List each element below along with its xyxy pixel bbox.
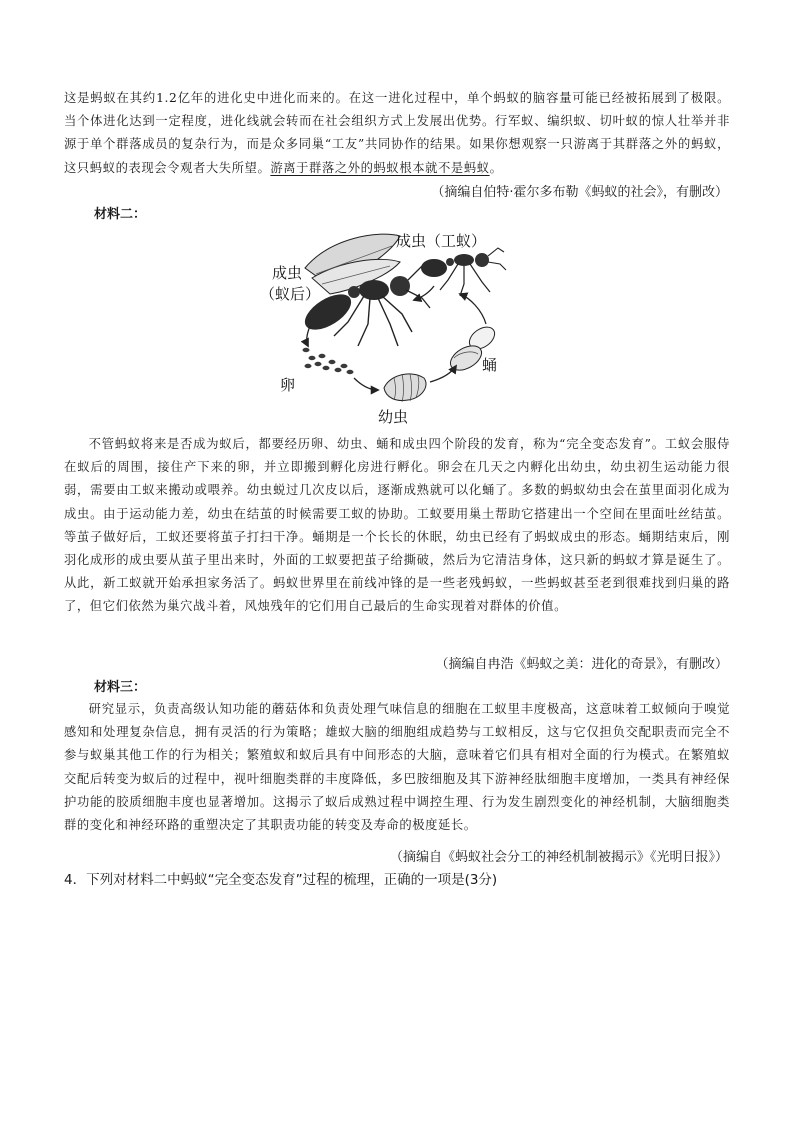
arrow-pupa-to-worker <box>460 294 486 324</box>
material-three-heading: 材料三： <box>94 680 147 695</box>
material-two-source: （摘编自冉浩《蚂蚁之美：进化的奇景》，有删改） <box>435 657 728 672</box>
label-larva: 幼虫 <box>378 408 409 426</box>
ant-life-cycle-figure <box>250 226 540 432</box>
question-4-stem: 4．下列对材料二中蚂蚁“完全变态发育”过程的梳理，正确的一项是(3分) <box>64 872 498 888</box>
ant-life-cycle-illustration <box>250 226 540 432</box>
material-three-source: （摘编自《蚂蚁社会分工的神经机制被揭示》《光明日报》） <box>389 850 728 865</box>
material-two-paragraph: 不管蚂蚁将来是否成为蚁后，都要经历卵、幼虫、蛹和成虫四个阶段的发育，称为“完全变态发育”。工蚁会服侍在蚁后的周围，接住产下来的卵，并立即搬到孵化房进行孵化。卵会在几天之内孵化出幼虫，幼虫初生运动能力很弱，需要由工蚁来搬动或喂养。幼虫蜕过几次皮以后，逐渐成熟就可以化蛹了。多数的蚂蚁幼虫会在茧里面羽化成为成虫。由于运动能力差，幼虫在结茧的时候需要工蚁的协助。工蚁要用巢土帮助它搭建出一个空间在里面吐丝结茧。等茧子做好后，工蚁还要将茧子打扫干净。蛹期是一个长长的休眠，幼虫已经有了蚂蚁成虫的形态。蛹期结束后，刚羽化成形的成虫要从茧子里出来时，外面的工蚁要把茧子给撕破，然后为它清洁身体，这只新的蚂蚁才算是诞生了。从此，新工蚁就开始承担家务活了。蚂蚁世界里在前线冲锋的是一些老残蚂蚁，一些蚂蚁甚至老到很难找到归巢的路了，但它们依然为巢穴战斗着，风烛残年的它们用自己最后的生命实现着对群体的价值。 <box>64 437 730 614</box>
label-adult-worker: 成虫（工蚁） <box>396 232 487 250</box>
arrow-egg-to-larva <box>354 378 378 390</box>
material-one-paragraph <box>64 87 730 180</box>
material-one-text: 这是蚂蚁在其约1.2亿年的进化史中进化而来的。在这一进化过程中，单个蚂蚁的脑容量可能已经被拓展到了极限。当个体进化达到一定程度，进化线就会转而在社会组织方式上发展出优势。行军蚁、编织蚁、切叶蚁的惊人壮举并非源于单个群落成员的复杂行为，而是众多同巢“工友”共同协作的结果。如果你想观察一只游离于其群落之外的蚂蚁，这只蚂蚁的表现会令观者大失所望。 <box>64 91 730 175</box>
material-one-source: （摘编自伯特·霍尔多布勒《蚂蚁的社会》，有删改） <box>431 185 728 200</box>
larva-drawing <box>384 374 426 402</box>
material-one-text-end: 。 <box>489 160 503 175</box>
material-one-underlined-sentence: 游离于群落之外的蚂蚁根本就不是蚂蚁 <box>270 160 490 175</box>
worker-ant-drawing <box>421 248 506 296</box>
label-adult-queen-line2: （蚁后） <box>260 285 321 303</box>
label-pupa: 蛹 <box>482 356 498 374</box>
eggs-drawing <box>303 348 354 374</box>
arrow-larva-to-pupa <box>430 366 456 382</box>
material-three-paragraph: 研究显示，负责高级认知功能的蘑菇体和负责处理气味信息的细胞在工蚁里丰度极高，这意味着工蚁倾向于嗅觉感知和处理复杂信息，拥有灵活的行为策略；雄蚁大脑的细胞组成趋势与工蚁相反，这与它仅担负交配职责而完全不参与蚁巢其他工作的行为相关；繁殖蚁和蚁后具有中间形态的大脑，意味着它们具有相对全面的行为模式。在繁殖蚁交配后转变为蚁后的过程中，视叶细胞类群的丰度降低，多巴胺细胞及其下游神经肽细胞丰度增加，一类具有神经保护功能的胶质细胞丰度也显著增加。这揭示了蚁后成熟过程中调控生理、行为发生剧烈变化的神经机制，大脑细胞类群的变化和神经环路的重塑决定了其职责功能的转变及寿命的极度延长。 <box>64 702 730 833</box>
arrow-worker-to-queen <box>414 286 434 300</box>
label-adult-queen-line1: 成虫 <box>272 264 303 282</box>
label-egg: 卵 <box>280 376 296 394</box>
material-two-heading: 材料二： <box>94 207 147 222</box>
arrow-queen-to-egg <box>307 326 310 346</box>
